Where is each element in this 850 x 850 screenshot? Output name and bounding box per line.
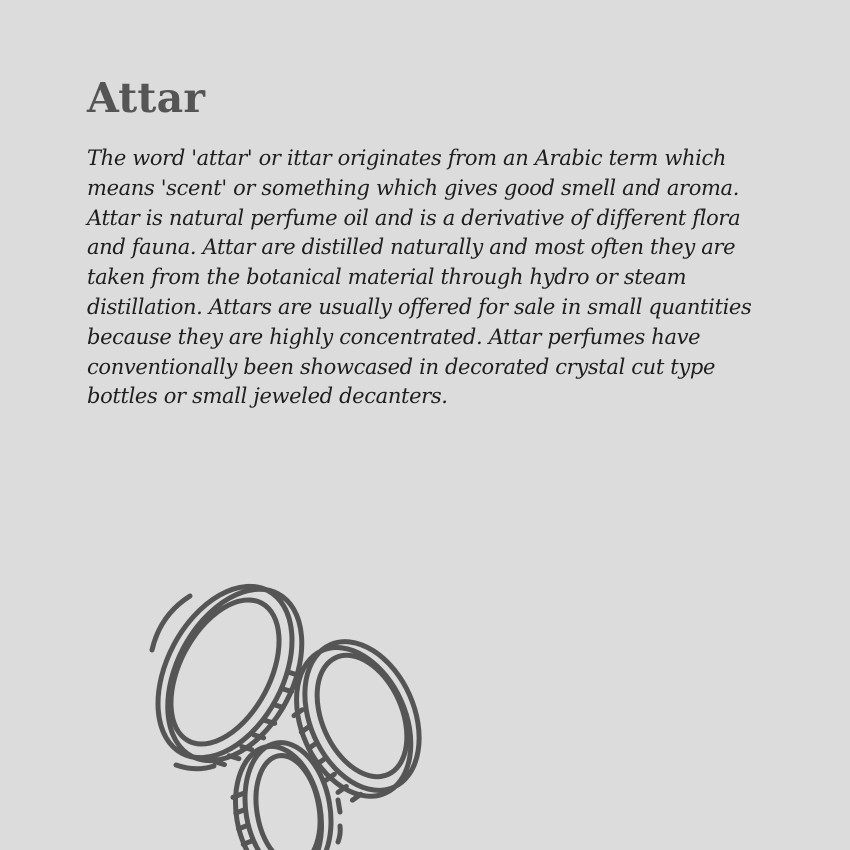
motion-line xyxy=(338,826,340,842)
description-paragraph: The word 'attar' or ittar originates from an Arabic term which means 'scent' or something which gives good smell and aroma. Attar is natural perfume oil and is a derivative of different flora and fauna. Attar are distilled naturally and most often they are taken from the botanical material through hydro or steam distillation. Attars are usually offered for sale in small quantities because they are highly concentrated. Attar perfumes have conventionally been showcased in decorated crystal cut type bottles or small jeweled decanters. xyxy=(87,146,752,409)
right-coin xyxy=(274,624,442,815)
motion-line xyxy=(176,765,214,769)
motion-line xyxy=(338,800,340,812)
page-title: Attar xyxy=(87,74,206,122)
